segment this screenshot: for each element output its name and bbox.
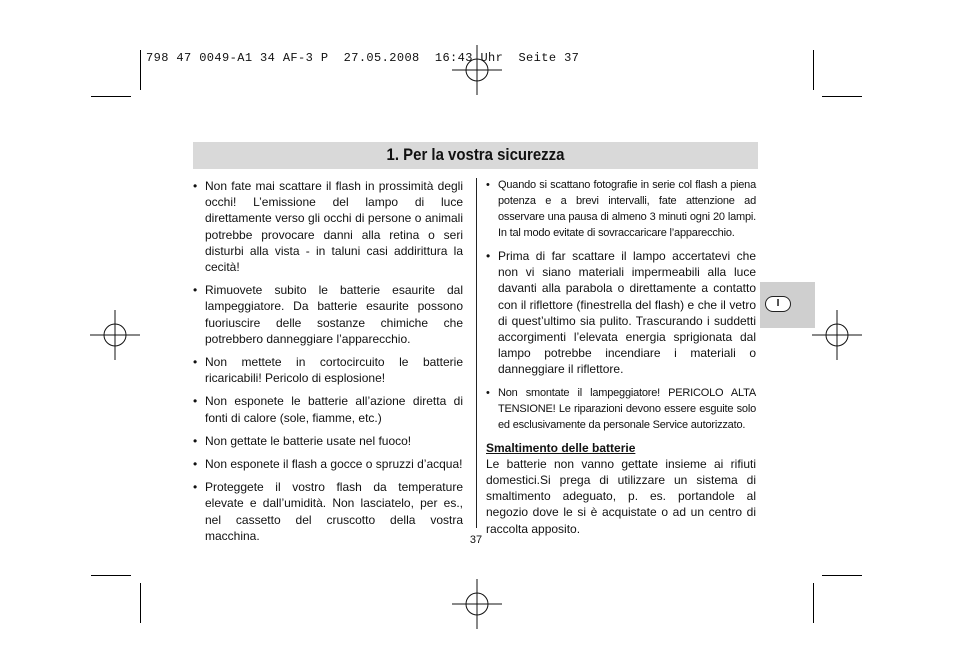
bullet-icon: • bbox=[193, 457, 198, 472]
section-title: 1. Per la vostra sicurezza bbox=[386, 145, 565, 164]
list-item: • Prima di far scattare il lampo accertatevi che non vi siano materiali impermeabili alla luce davanti alla parabola o direttamente a contatto con il riflettore (finestrella del flash) e che il vetro di quest’ultimo sia pulito. Trascurando i suddetti accorgimenti l’elevata energia sprigionata dal lampo potrebbe incendiare i materiali o danneggiare il riflettore. bbox=[486, 249, 756, 377]
list-item: • Non gettate le batterie usate nel fuoco! bbox=[193, 433, 412, 448]
crop-mark-bottom-right-v bbox=[813, 583, 814, 623]
language-tab-label: I bbox=[765, 296, 791, 312]
crop-mark-top-right-h bbox=[822, 96, 862, 97]
crop-mark-top-left-h bbox=[91, 96, 131, 97]
bullet-icon: • bbox=[486, 249, 491, 263]
bullet-icon: • bbox=[193, 355, 198, 370]
list-item: • Quando si scattano fotografie in serie col flash a piena potenza e a brevi intervalli, fate attenzione ad osservare una pausa di almeno 3 minuti ogni 20 lampi. In tal modo evitate di sovraccaricare l’apparecchio. bbox=[486, 179, 756, 239]
bullet-icon: • bbox=[486, 386, 490, 399]
section-title-bar bbox=[193, 142, 758, 169]
list-item: • Non esponete il flash a gocce o spruzzi d’acqua! bbox=[193, 457, 463, 472]
column-divider bbox=[476, 178, 477, 528]
bullet-icon: • bbox=[193, 179, 198, 193]
list-item: • Rimuovete subito le batterie esaurite dal lampeggiatore. Da batterie esaurite possono fuoriuscire delle sostanze chimiche che potrebbero danneggiare l’apparecchio. bbox=[193, 283, 463, 346]
right-column bbox=[486, 177, 756, 537]
language-tab bbox=[760, 282, 815, 328]
list-item: • Non smontate il lampeggiatore! PERICOLO ALTA TENSIONE! Le riparazioni devono essere esguite solo ed esclusivamente da personale Service autorizzato. bbox=[486, 386, 756, 431]
registration-mark-bottom bbox=[452, 579, 502, 629]
disposal-heading: Smaltimento delle batterie bbox=[486, 440, 636, 455]
crop-mark-bottom-left-h bbox=[91, 575, 131, 576]
page-number: 37 bbox=[469, 534, 483, 546]
bullet-icon: • bbox=[486, 179, 490, 191]
bullet-icon: • bbox=[193, 480, 198, 495]
crop-mark-bottom-right-h bbox=[822, 575, 862, 576]
registration-mark-left bbox=[90, 310, 140, 360]
crop-mark-top-right-v bbox=[813, 50, 814, 90]
crop-mark-top-left-v bbox=[140, 50, 141, 90]
list-item: • Non mettete in cortocircuito le batterie ricaricabili! Pericolo di esplosione! bbox=[193, 355, 463, 386]
bullet-icon: • bbox=[193, 394, 198, 409]
list-item: • Non esponete le batterie all’azione diretta di fonti di calore (sole, fiamme, etc.) bbox=[193, 394, 463, 425]
print-header: 798 47 0049-A1 34 AF-3 P 27.05.2008 16:43 Uhr Seite 37 bbox=[146, 51, 580, 65]
list-item: • Proteggete il vostro flash da temperature elevate e dall’umidità. Non lasciatelo, per es., nel cassetto del cruscotto della vostra macchina. bbox=[193, 480, 463, 543]
bullet-icon: • bbox=[193, 283, 198, 298]
left-column bbox=[193, 178, 463, 551]
disposal-text: Le batterie non vanno gettate insieme ai rifiuti domestici.Si prega di utilizzare un sistema di smaltimento adeguato, p. es. portandole al negozio dove le si è acquistate o ad un centro di raccolta apposito. bbox=[486, 456, 756, 536]
list-item: • Non fate mai scattare il flash in prossimità degli occhi! L’emissione del lampo di luce direttamente verso gli occhi di persone o animali potrebbe provocare danni alla retina o seri disturbi alla vista - in taluni casi addirittura la cecità! bbox=[193, 179, 463, 275]
bullet-icon: • bbox=[193, 433, 198, 448]
registration-mark-top bbox=[452, 45, 502, 95]
registration-mark-right bbox=[812, 310, 862, 360]
crop-mark-bottom-left-v bbox=[140, 583, 141, 623]
